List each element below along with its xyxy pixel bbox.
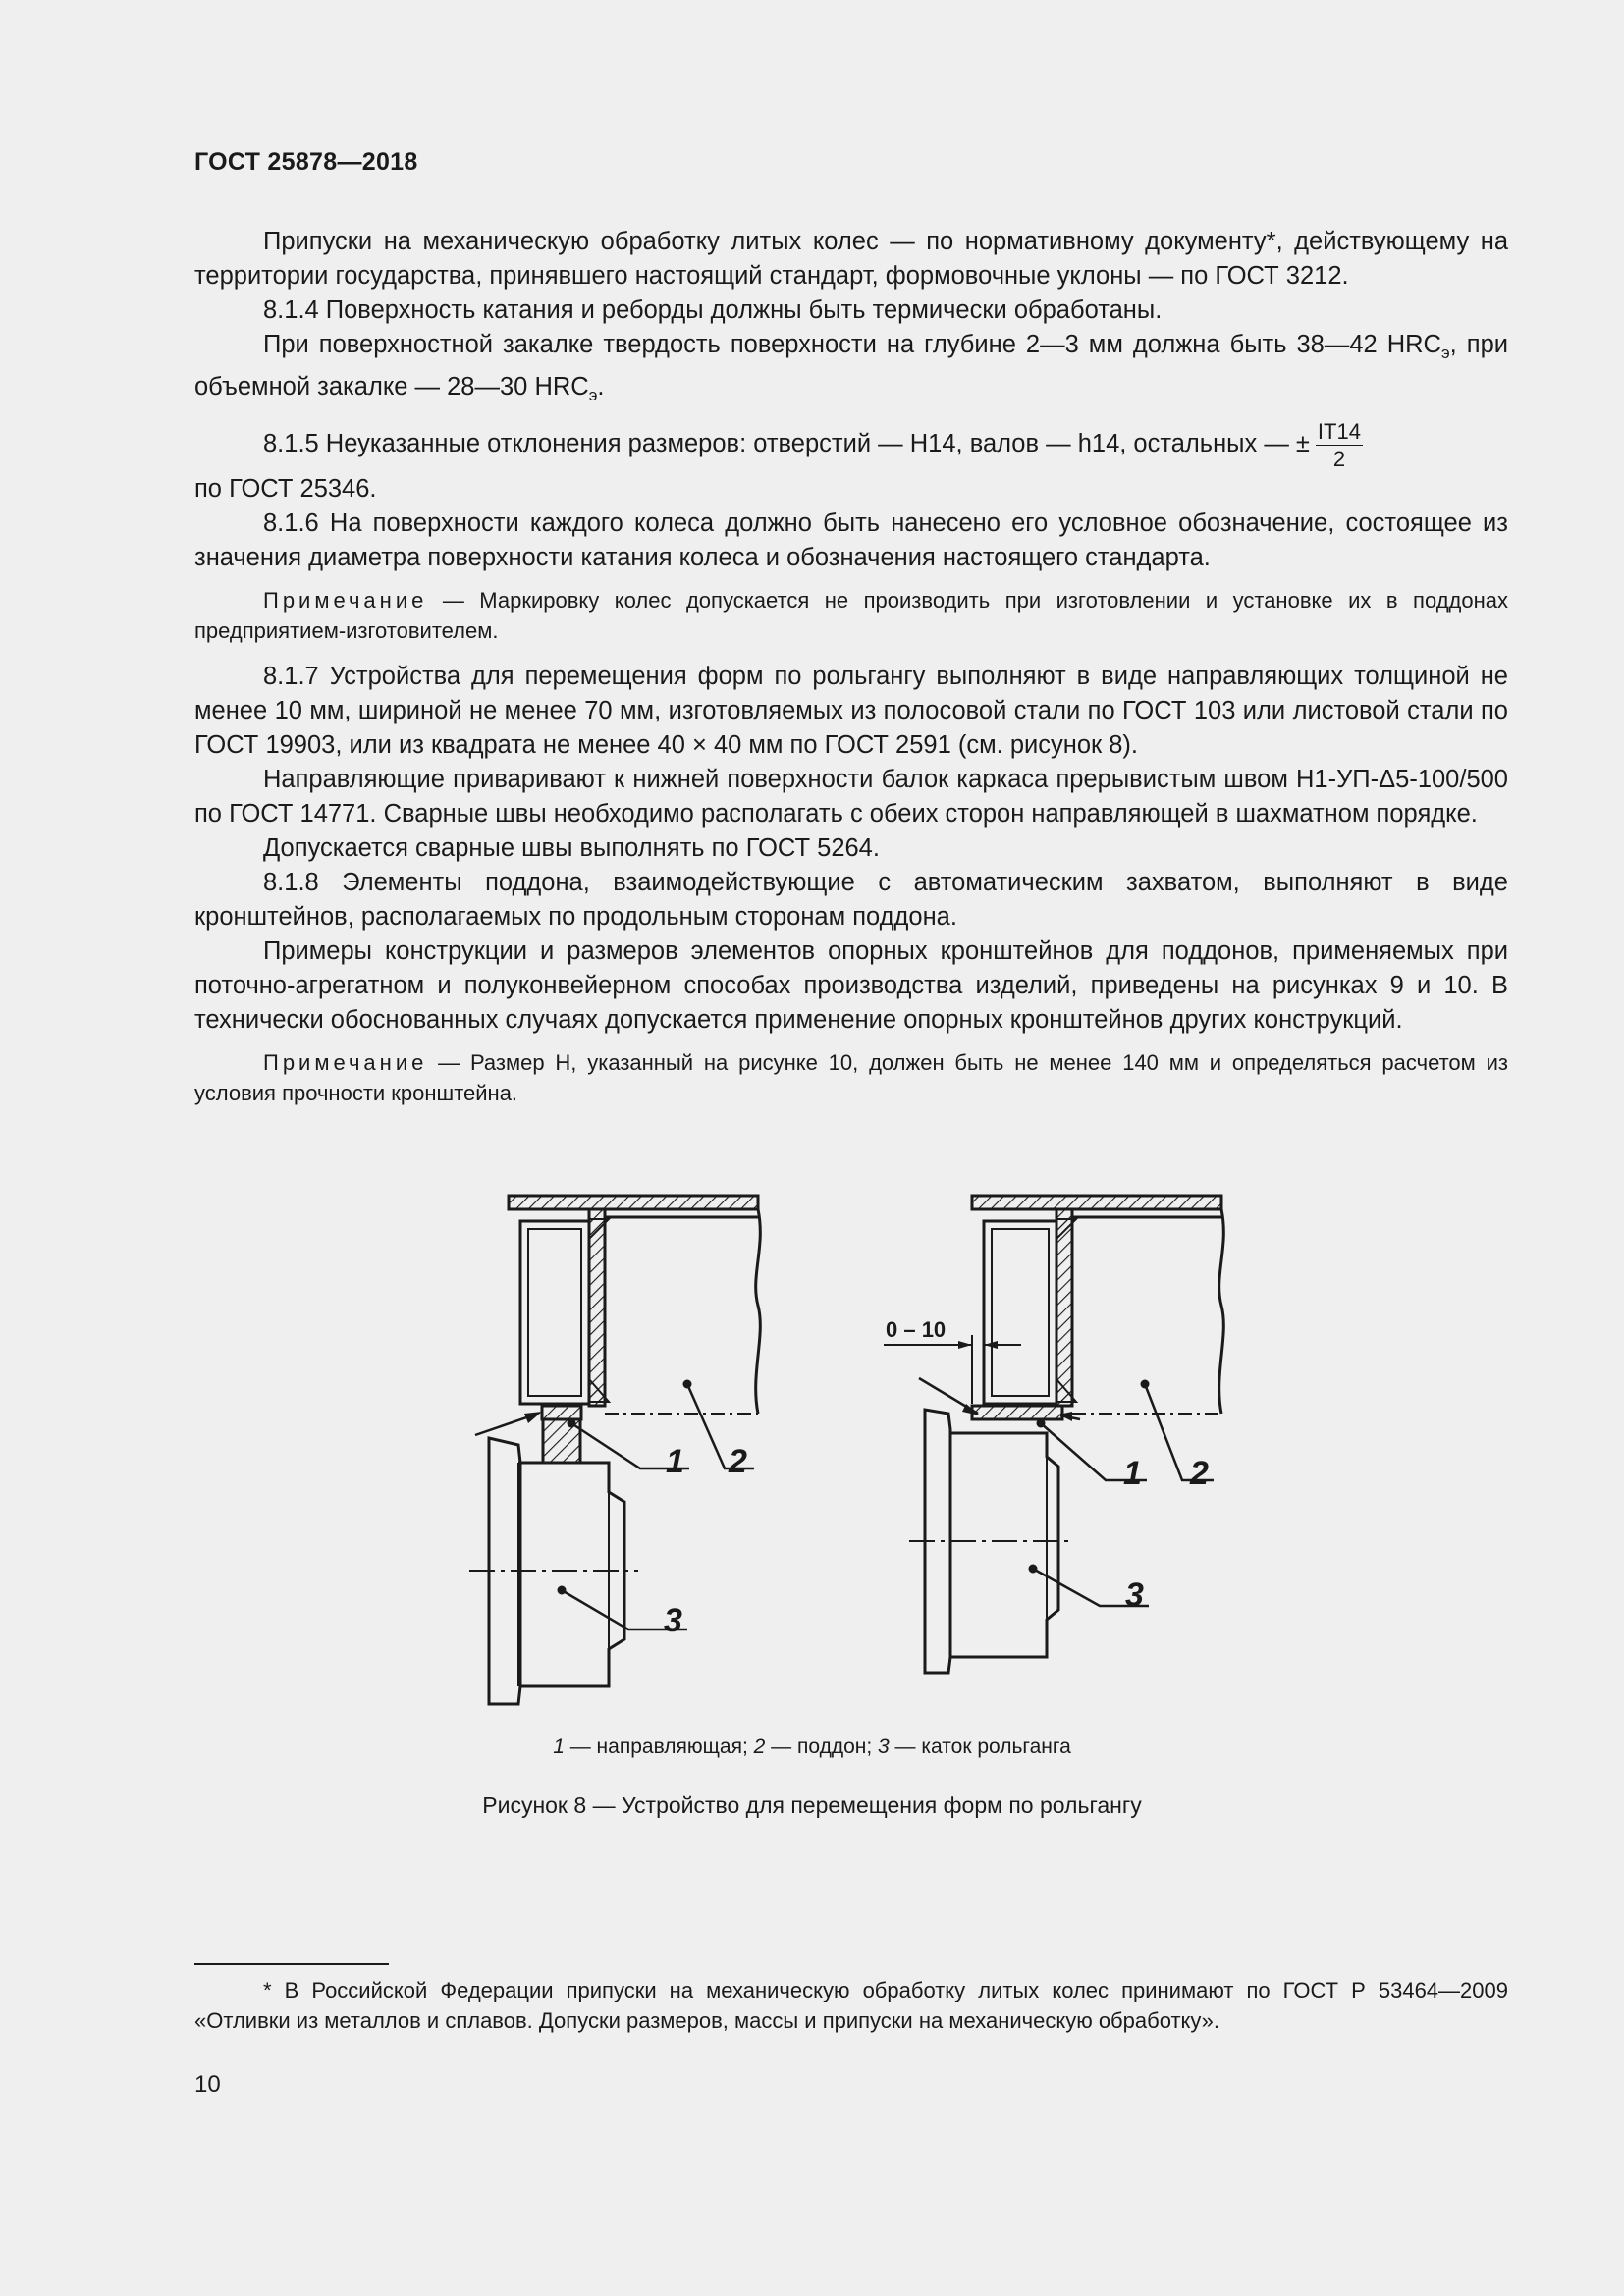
paragraph-8-1-8: 8.1.8 Элементы поддона, взаимодействующие с автоматическим захватом, выполняют в виде кронштейнов, располагаемых по продольным сторонам поддона. (194, 869, 1508, 932)
paragraph-brackets: Примеры конструкции и размеров элементов опорных кронштейнов для поддонов, применяемых при поточно-агрегатном и полуконвейерном способах производства изделий, приведены на рисунках 9 и 10. В технически обоснованных случаях допускается применение опорных кронштейнов других конструкций. (194, 937, 1508, 1035)
note-size-h: Примечание — Размер Н, указанный на рисунке 10, должен быть не менее 140 мм и определяться расчетом из условия прочности кронштейна. (194, 1050, 1508, 1106)
document-header: ГОСТ 25878—2018 (194, 148, 418, 176)
figure-legend: 1 — направляющая; 2 — поддон; 3 — каток рольганга (553, 1735, 1071, 1758)
paragraph-8-1-6: 8.1.6 На поверхности каждого колеса должно быть нанесено его условное обозначение, состоящее из значения диаметра поверхности катания колеса и обозначения настоящего стандарта. (194, 509, 1508, 572)
note-marking: Примечание — Маркировку колес допускается не производить при изготовлении и установке их в поддонах предприятием-изготовителем. (194, 588, 1508, 644)
label-2-right: 2 (1190, 1455, 1209, 1492)
paragraph-allowances: Припуски на механическую обработку литых колес — по нормативному документу*, действующему на территории государства, принявшего настоящий стандарт, формовочные уклоны — по ГОСТ 3212. (194, 228, 1508, 290)
dimension-label: 0 – 10 (886, 1317, 947, 1342)
paragraph-8-1-4: 8.1.4 Поверхность катания и реборды должны быть термически обработаны. (263, 296, 1163, 324)
label-3-left: 3 (664, 1602, 682, 1639)
paragraph-gost-5264: Допускается сварные швы выполнять по ГОСТ 5264. (263, 834, 880, 863)
label-3-right: 3 (1125, 1576, 1144, 1614)
paragraph-hardness: При поверхностной закалке твердость поверхности на глубине 2—3 мм должна быть 38—42 $HRC_э$, при объемной закалке — 28—30 $HRC_э$. (194, 331, 1509, 405)
label-1-right: 1 (1123, 1455, 1142, 1492)
tolerance-fraction: $\frac{IT14}{2}$ (1317, 419, 1361, 472)
paragraph-guides-welding: Направляющие приваривают к нижней поверхности балок каркаса прерывистым швом Н1-УП-Δ5-100/500 по ГОСТ 14771. Сварные швы необходимо располагать с обеих сторон направляющей в шахматном порядке. (194, 766, 1508, 828)
figure-caption: Рисунок 8 — Устройство для перемещения форм по рольгангу (482, 1792, 1142, 1818)
paragraph-8-1-7: 8.1.7 Устройства для перемещения форм по рольгангу выполняют в виде направляющих толщиной не менее 10 мм, шириной не менее 70 мм, изготовляемых из полосовой стали по ГОСТ 103 или листовой стали по ГОСТ 19903, или из квадрата не менее 40 × 40 мм по ГОСТ 2591 (см. рисунок 8). (194, 663, 1508, 760)
page-number: 10 (194, 2071, 221, 2098)
footnote: * В Российской Федерации припуски на механическую обработку литых колес принимают по ГОСТ Р 53464—2009 «Отливки из металлов и сплавов. Допуски размеров, массы и припуски на механическую обработку». (194, 1978, 1508, 2033)
paragraph-8-1-5: 8.1.5 Неуказанные отклонения размеров: отверстий — Н14, валов — h14, остальных — ± $\frac{IT14}{2}$ по ГОСТ 25346. (194, 419, 1361, 504)
label-2-left: 2 (729, 1443, 747, 1480)
footnote-divider (194, 1963, 389, 1965)
label-1-left: 1 (666, 1443, 684, 1480)
